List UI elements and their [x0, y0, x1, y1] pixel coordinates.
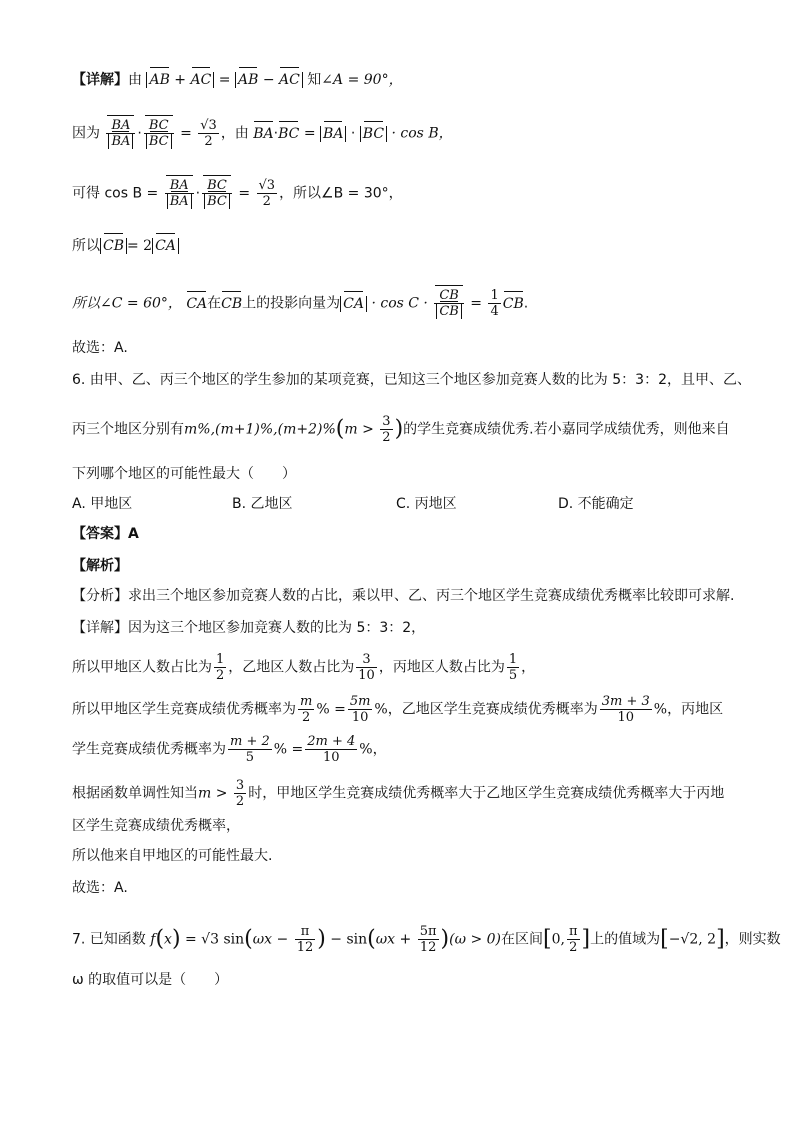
three-halves: $\frac{3}{2}$ [382, 414, 391, 445]
q7-line-2: ω 的取值可以是（ ） [72, 972, 229, 988]
unit-vector-cb: $\frac{CB}{CB}$ [434, 288, 464, 319]
frac-3m3-10: $\frac{3m + 3}{10}$ [601, 694, 650, 725]
conclusion-line: 所以他来自甲地区的可能性最大. [72, 848, 273, 864]
q7-text-d: ，则实数 [724, 931, 781, 948]
frac-m-2: $\frac{m}{2}$ [300, 694, 313, 725]
ratio-text-a: 所以甲地区人数占比为 [72, 659, 212, 676]
angle-b: ，所以∠B = 30°， [279, 185, 403, 202]
ratio-text-c: ，丙地区人数占比为 [378, 659, 505, 676]
cos-b: · cos B， [391, 125, 453, 142]
unit-vector-ba: $\frac{BA}{BA}$ [106, 118, 135, 149]
detail-text: 【详解】因为这三个地区参加竞赛人数的比为 5：3：2， [72, 620, 426, 636]
detail-line-3: 可得 cos B = $\frac{BA}{BA}$ · $\frac{BC}{BC}$ = $\frac{√3}{2}$ ，所以∠B = 30°， [72, 178, 403, 209]
q7-text-a: 7. 已知函数 [72, 931, 146, 948]
answer-q6: 故选：A. [72, 880, 128, 896]
text-zai: 在 [207, 295, 222, 312]
frac-2m4-10: $\frac{2m + 4}{10}$ [307, 734, 356, 765]
prob-text-c: ，丙地区 [667, 701, 724, 718]
analysis-text: 【分析】求出三个地区参加竞赛人数的占比，乘以甲、乙、丙三个地区学生竞赛成绩优秀概率比较即可求解. [72, 588, 735, 604]
cos-b-eq: 可得 cos B = [72, 185, 159, 202]
frac-3-2-b: $\frac{3}{2}$ [235, 778, 245, 809]
detail-tag: 【详解】 [72, 72, 128, 88]
answer-tag: 【答案】A [72, 526, 139, 542]
option-c: C. 丙地区 [396, 496, 457, 512]
q6-line-3: 下列哪个地区的可能性最大（ ） [72, 466, 296, 482]
frac-5m-10: $\frac{5m}{10}$ [349, 694, 371, 725]
prob-text-e: ， [372, 741, 387, 758]
unit-vector-bc: $\frac{BC}{BC}$ [144, 118, 174, 149]
detail-line-4 [72, 236, 179, 256]
vector-diff-abs: AB − AC [235, 72, 303, 88]
one-quarter: $\frac{1}{4}$ [490, 288, 499, 319]
sqrt3-over-2-b: $\frac{√3}{2}$ [258, 178, 276, 209]
text-zhi: 知 [307, 72, 322, 88]
detail-line-2: 因为 $\frac{BA}{BA}$ · $\frac{BC}{BC}$ = $\frac{√3}{2}$ ，由 BA·BC = BA · BC · cos B， [72, 118, 453, 149]
monotonic-line-2: 区学生竞赛成绩优秀概率， [72, 818, 240, 834]
mono-text-a: 根据函数单调性知当 [72, 785, 198, 802]
q7-text-c: 上的值域为 [590, 931, 661, 948]
ratio-line [72, 652, 535, 683]
abs-cb: CB [100, 238, 127, 254]
q7-text-b: 在区间 [501, 931, 543, 948]
q6-percentages: m%,(m+1)%,(m+2)% [184, 421, 336, 438]
unit-vector-ba-2: $\frac{BA}{BA}$ [165, 178, 194, 209]
q6-text-a: 丙三个地区分别有 [72, 421, 184, 438]
frac-5pi-12: $\frac{5\pi}{12}$ [419, 924, 437, 955]
text-suoyi: 所以 [72, 238, 100, 254]
prob-text-a: 所以甲地区学生竞赛成绩优秀概率为 [72, 701, 296, 718]
frac-pi-2: $\frac{\pi}{2}$ [568, 924, 578, 955]
abs-ca: CA [152, 238, 179, 254]
text-you: 由 [128, 72, 142, 88]
angle-a: ∠A = 90°， [321, 72, 403, 88]
option-a: A. 甲地区 [72, 496, 133, 512]
eq-sign: = [470, 295, 483, 312]
prob-text-b: ，乙地区学生竞赛成绩优秀概率为 [387, 701, 598, 718]
frac-1-5: $\frac{1}{5}$ [508, 652, 518, 683]
detail-line-1: 【详解】由 AB + AC = AB − AC 知∠A = 90°， [72, 72, 403, 88]
unit-vector-bc-2: $\frac{BC}{BC}$ [202, 178, 232, 209]
text-projection: 上的投影向量为 [242, 295, 341, 312]
monotonic-line: 根据函数单调性知当m > $\frac{3}{2}$ 时，甲地区学生竞赛成绩优秀概率大于乙地区学生竞赛成绩优秀概率大于丙地 [72, 778, 725, 809]
prob-text-d: 学生竞赛成绩优秀概率为 [72, 741, 226, 758]
angle-c: 所以∠C = 60°， [72, 295, 182, 312]
frac-1-2: $\frac{1}{2}$ [216, 652, 225, 683]
eq-2: = 2 [127, 238, 153, 254]
frac-m2-5: $\frac{m + 2}{5}$ [230, 734, 270, 765]
frac-pi-12: $\frac{\pi}{12}$ [296, 924, 314, 955]
ratio-text-b: ，乙地区人数占比为 [228, 659, 355, 676]
option-d: D. 不能确定 [558, 496, 634, 512]
text-yinwei: 因为 [72, 125, 100, 142]
detail-line-5: 所以∠C = 60°， CA在CB上的投影向量为 CA · cos C · $\frac{CB}{CB}$ = $\frac{1}{4}$ CB. [72, 288, 529, 319]
option-b: B. 乙地区 [232, 496, 293, 512]
q6-line-1: 6. 由甲、乙、丙三个地区的学生参加的某项竞赛，已知这三个地区参加竞赛人数的比为 5：3：2，且甲、乙、 [72, 372, 751, 388]
vector-sum-abs: AB + AC [146, 72, 214, 88]
sqrt3-over-2: $\frac{√3}{2}$ [200, 118, 217, 149]
q6-text-c: 的学生竞赛成绩优秀.若小嘉同学成绩优秀，则他来自 [403, 421, 730, 438]
ratio-text-d: ， [521, 659, 536, 676]
q6-line-2: 丙三个地区分别有m%,(m+1)%,(m+2)%(m > $\frac{3}{2}$ )的学生竞赛成绩优秀.若小嘉同学成绩优秀，则他来自 [72, 414, 730, 445]
text-you2: ，由 [220, 125, 249, 142]
prob-line-1: 所以甲地区学生竞赛成绩优秀概率为 $\frac{m}{2}$ % = $\frac{5m}{10}$ %，乙地区学生竞赛成绩优秀概率为 $\frac{3m + 3}{10}$ %，丙地区 [72, 694, 724, 725]
frac-3-10: $\frac{3}{10}$ [358, 652, 375, 683]
answer-q5: 故选：A. [72, 340, 128, 356]
mono-text-b: 时，甲地区学生竞赛成绩优秀概率大于乙地区学生竞赛成绩优秀概率大于丙地 [248, 785, 725, 802]
analysis-tag: 【解析】 [72, 558, 128, 574]
cos-c: · cos C · [371, 295, 428, 312]
q7-line-1: 7. 已知函数 f(x) = √3 sin(ωx − $\frac{\pi}{12}$ ) − sin(ωx + $\frac{5\pi}{12}$ )(ω > 0)在区间[0, $\frac{\pi}{2}$ ]上的值域为[−√2, 2]，则实数 [72, 924, 781, 955]
period: . [523, 295, 529, 312]
prob-line-2: 学生竞赛成绩优秀概率为 $\frac{m + 2}{5}$ % = $\frac{2m + 4}{10}$ %， [72, 734, 387, 765]
